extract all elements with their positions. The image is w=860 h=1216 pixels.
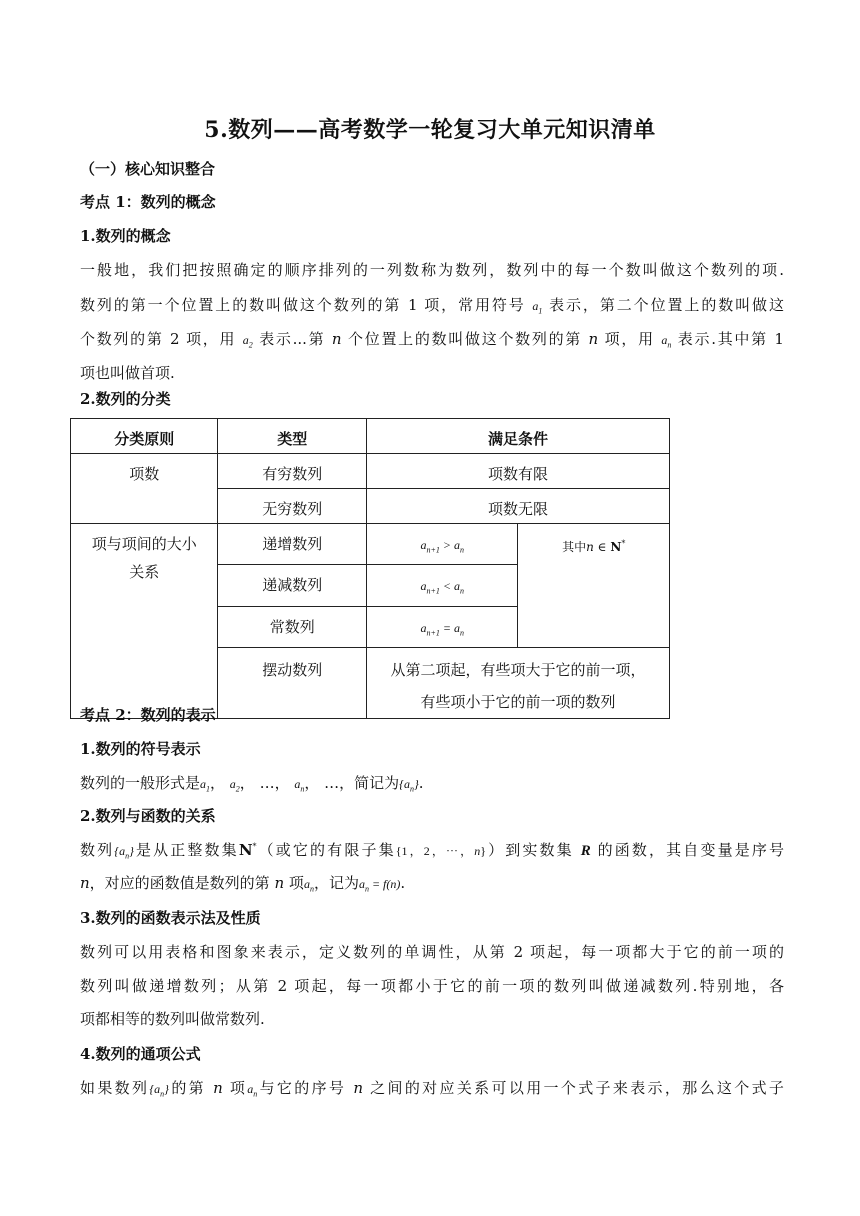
subheading-general: 4.数列的通项公式 (80, 1045, 201, 1063)
paragraph-line: 一般地，我们把按照确定的顺序排列的一列数称为数列，数列中的每一个数叫做这个数列的项. (80, 261, 784, 279)
paragraph-line: 如果数列$\{a_n\}$的第 n 项$a_n$与它的序号 n 之间的对应关系可以用一个式子来表示，那么这个式子 (80, 1079, 784, 1099)
table-cell: 递减数列 (218, 565, 366, 606)
table-cell: 项数有限 (366, 454, 669, 489)
table-cell: 无穷数列 (218, 489, 366, 524)
subheading-classify: 2.数列的分类 (80, 390, 171, 408)
paragraph-line: 数列$\{a_n\}$是从正整数集N*（或它的有限子集{1，2，⋯，n}）到实数集 R 的函数，其自变量是序号 (80, 841, 784, 861)
table-cell: $a_{n+1} > a_n$ (366, 524, 518, 565)
topic-heading-1: 考点 1：数列的概念 (80, 193, 216, 211)
table-header: 分类原则 (71, 419, 218, 454)
subheading-concept: 1.数列的概念 (80, 227, 171, 245)
table-cell: 递增数列 (218, 524, 366, 565)
subheading-symbol: 1.数列的符号表示 (80, 740, 201, 758)
table-cell: 常数列 (218, 606, 366, 647)
table-cell: 项数无限 (366, 489, 669, 524)
section-heading: （一）核心知识整合 (80, 160, 216, 178)
table-cell: 项数 (71, 454, 218, 524)
paragraph-line: 数列可以用表格和图象来表示，定义数列的单调性，从第 2 项起，每一项都大于它的前一项的 (80, 943, 784, 961)
paragraph-line: 项都相等的数列叫做常数列. (80, 1010, 265, 1028)
table-cell: 项与项间的大小 关系 (71, 524, 218, 719)
table-cell: $a_{n+1} < a_n$ (366, 565, 518, 606)
paragraph-line: n，对应的函数值是数列的第 n 项$a_n$，记为$a_n = f(n)$. (80, 874, 406, 894)
paragraph-line: 数列的一般形式是$a_1$， $a_2$， …， $a_n$， …，简记为$\{a_n\}$. (80, 774, 424, 794)
table-header: 类型 (218, 419, 366, 454)
classification-table (70, 418, 670, 719)
topic-heading-2: 考点 2：数列的表示 (80, 706, 216, 724)
table-cell: 其中n ∈ N* (518, 524, 670, 648)
table-cell: 摆动数列 (218, 648, 366, 719)
paragraph-line: 项也叫做首项. (80, 364, 175, 382)
table-cell: 有穷数列 (218, 454, 366, 489)
table-cell: 从第二项起，有些项大于它的前一项， 有些项小于它的前一项的数列 (366, 648, 669, 719)
subheading-function: 2.数列与函数的关系 (80, 807, 216, 825)
paragraph-line: 数列叫做递增数列；从第 2 项起，每一项都小于它的前一项的数列叫做递减数列.特别地，各 (80, 977, 784, 995)
table-header: 满足条件 (366, 419, 669, 454)
paragraph-line: 个数列的第 2 项，用 $a_2$ 表示...第 n 个位置上的数叫做这个数列的第 n 项，用 $a_n$ 表示.其中第 1 (80, 330, 784, 350)
subheading-property: 3.数列的函数表示法及性质 (80, 909, 261, 927)
page-title: 5.数列——高考数学一轮复习大单元知识清单 (204, 117, 656, 143)
table-cell: $a_{n+1} = a_n$ (366, 606, 518, 647)
paragraph-line: 数列的第一个位置上的数叫做这个数列的第 1 项，常用符号 $a_1$ 表示，第二个位置上的数叫做这 (80, 296, 784, 316)
